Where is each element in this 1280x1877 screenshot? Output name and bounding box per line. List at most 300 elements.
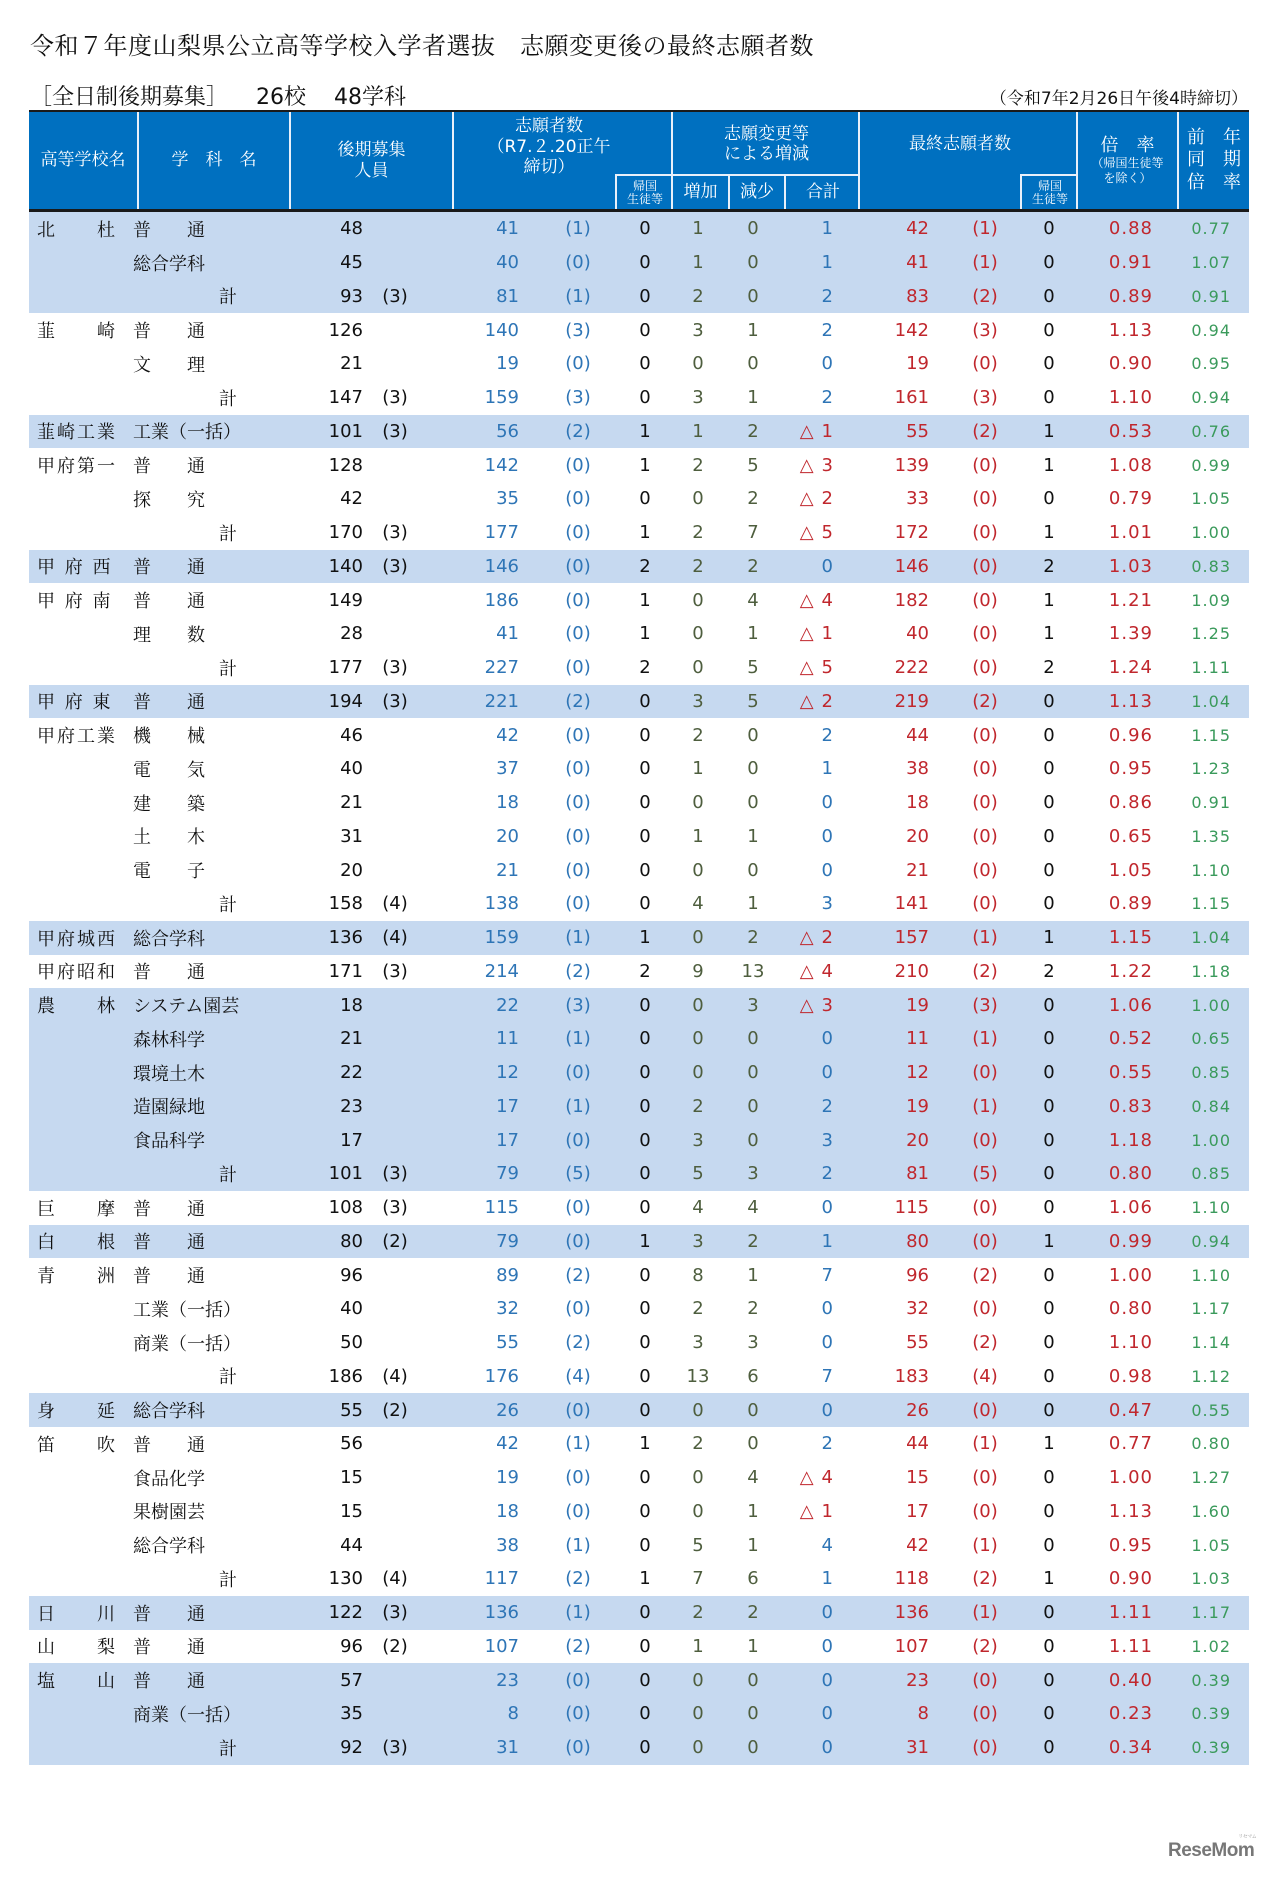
applicants-count: 17: [496, 1095, 519, 1117]
change-sum: [789, 1360, 833, 1394]
applicants-returnee: (3): [565, 387, 591, 409]
final-returnee: (1): [972, 1433, 998, 1455]
recruit-returnee: [365, 1123, 425, 1157]
school-name: [37, 786, 127, 820]
recruit-returnee: (2): [382, 1230, 408, 1252]
recruit-returnee: (4): [382, 927, 408, 949]
applicants-kikoku: 0: [639, 1197, 651, 1219]
final-count: 19: [906, 994, 929, 1016]
prev-year-ratio: 1.23: [1191, 759, 1231, 779]
school-name: [37, 1461, 127, 1495]
recruit-returnee: (3): [382, 960, 408, 982]
applicants-count: 115: [484, 1197, 519, 1219]
school-name: [37, 280, 127, 314]
header-decrease: 減少: [728, 174, 784, 209]
prev-year-ratio: 0.94: [1191, 1231, 1231, 1251]
final-kikoku: 2: [1043, 960, 1055, 982]
recruit-count: 177: [328, 657, 363, 679]
final-count: 81: [906, 1163, 929, 1185]
increase-count: 0: [692, 1703, 704, 1725]
final-kikoku: 0: [1043, 1399, 1055, 1421]
applicants-returnee: (2): [565, 1568, 591, 1590]
change-sum-value: 3: [821, 454, 833, 476]
change-sum: [789, 1427, 833, 1461]
final-kikoku: 0: [1043, 319, 1055, 341]
table-row: [29, 887, 1249, 921]
negative-triangle-icon: △: [799, 994, 814, 1016]
final-returnee: (1): [972, 218, 998, 240]
final-kikoku: 2: [1043, 657, 1055, 679]
applicants-count: 12: [496, 1062, 519, 1084]
applicants-kikoku: 0: [639, 1163, 651, 1185]
ratio: 1.22: [1108, 960, 1153, 982]
applicants-returnee: (1): [565, 927, 591, 949]
header-final-label: 最終志願者数: [909, 133, 1011, 154]
change-sum: [789, 1528, 833, 1562]
applicants-kikoku: 0: [639, 792, 651, 814]
applicants-kikoku: 0: [639, 319, 651, 341]
header-change: [671, 112, 858, 209]
subtitle: [30, 80, 434, 111]
final-kikoku: 0: [1043, 825, 1055, 847]
increase-count: 2: [692, 1433, 704, 1455]
final-returnee: (0): [972, 1062, 998, 1084]
final-kikoku: 0: [1043, 252, 1055, 274]
applicants-count: 159: [484, 927, 519, 949]
increase-count: 0: [692, 927, 704, 949]
final-kikoku: 0: [1043, 893, 1055, 915]
prev-year-ratio: 0.91: [1191, 793, 1231, 813]
recruit-count: 44: [340, 1534, 363, 1556]
prev-year-ratio: 1.10: [1191, 1198, 1231, 1218]
applicants-count: 26: [496, 1399, 519, 1421]
change-sum: [789, 651, 833, 685]
increase-count: 0: [692, 994, 704, 1016]
change-sum-value: 0: [821, 1399, 833, 1421]
applicants-count: 79: [496, 1163, 519, 1185]
school-name: 巨 摩: [37, 1198, 117, 1220]
recruit-returnee: (3): [382, 420, 408, 442]
change-sum: [789, 381, 833, 415]
decrease-count: 1: [747, 825, 759, 847]
decrease-count: 2: [747, 927, 759, 949]
change-sum-value: 1: [821, 252, 833, 274]
recruit-count: 40: [340, 1298, 363, 1320]
ratio: 1.05: [1108, 859, 1153, 881]
change-sum: [789, 1461, 833, 1495]
ratio: 0.53: [1108, 420, 1153, 442]
change-sum-value: 0: [821, 1062, 833, 1084]
change-sum-value: 1: [821, 1230, 833, 1252]
change-sum: [789, 887, 833, 921]
applicants-returnee: (2): [565, 690, 591, 712]
ratio: 0.83: [1108, 1095, 1153, 1117]
final-count: 31: [906, 1737, 929, 1759]
recruit-returnee: [365, 482, 425, 516]
applicants-count: 55: [496, 1332, 519, 1354]
final-kikoku: 0: [1043, 690, 1055, 712]
prev-year-ratio: 0.39: [1191, 1670, 1231, 1690]
ratio: 0.86: [1108, 792, 1153, 814]
ratio: 0.95: [1108, 1534, 1153, 1556]
final-count: 33: [906, 488, 929, 510]
applicants-returnee: (0): [565, 1129, 591, 1151]
change-sum-value: 4: [821, 1467, 833, 1489]
applicants-kikoku: 0: [639, 1602, 651, 1624]
school-name: 塩 山: [37, 1671, 117, 1693]
applicants-count: 19: [496, 353, 519, 375]
table-row: [29, 516, 1249, 550]
decrease-count: 4: [747, 1197, 759, 1219]
change-sum: [789, 1056, 833, 1090]
change-sum: [789, 820, 833, 854]
increase-count: 0: [692, 1062, 704, 1084]
school-name: [37, 752, 127, 786]
change-sum-value: 1: [821, 1568, 833, 1590]
recruit-count: 171: [328, 960, 363, 982]
final-kikoku: 1: [1043, 1433, 1055, 1455]
table-row: [29, 448, 1249, 482]
change-sum: [789, 1562, 833, 1596]
header-final-kikoku-line2: 生徒等: [1031, 191, 1068, 206]
recruit-count: 35: [340, 1703, 363, 1725]
applicants-count: 221: [484, 690, 519, 712]
applicants-count: 19: [496, 1467, 519, 1489]
ratio: 0.34: [1108, 1737, 1153, 1759]
dept-name: 普 通: [133, 1198, 205, 1220]
recruit-count: 31: [340, 825, 363, 847]
dept-name: 総合学科: [133, 253, 205, 275]
applicants-kikoku: 0: [639, 488, 651, 510]
increase-count: 0: [692, 353, 704, 375]
change-sum-value: 2: [821, 690, 833, 712]
table-row: [29, 1528, 1249, 1562]
recruit-count: 50: [340, 1332, 363, 1354]
ratio: 1.21: [1108, 589, 1153, 611]
applicants-kikoku: 1: [639, 420, 651, 442]
increase-count: 1: [692, 825, 704, 847]
final-kikoku: 0: [1043, 1365, 1055, 1387]
table-row: [29, 1056, 1249, 1090]
recruit-returnee: [365, 1461, 425, 1495]
increase-count: 5: [692, 1534, 704, 1556]
change-sum-value: 2: [821, 1095, 833, 1117]
applicants-returnee: (0): [565, 893, 591, 915]
increase-count: 1: [692, 252, 704, 274]
change-sum-value: 1: [821, 623, 833, 645]
header-ratio-line3: を除く）: [1103, 171, 1152, 186]
applicants-kikoku: 0: [639, 1365, 651, 1387]
increase-count: 0: [692, 589, 704, 611]
table-row: [29, 921, 1249, 955]
ratio: 0.52: [1108, 1028, 1153, 1050]
negative-triangle-icon: △: [799, 927, 814, 949]
applicants-count: 35: [496, 488, 519, 510]
school-name: 北 杜: [37, 219, 117, 241]
header-change-line1: 志願変更等: [724, 123, 809, 144]
applicants-returnee: (3): [565, 994, 591, 1016]
school-name: [37, 853, 127, 887]
decrease-count: 2: [747, 555, 759, 577]
table-row: [29, 1360, 1249, 1394]
increase-count: 0: [692, 859, 704, 881]
ratio: 0.95: [1108, 758, 1153, 780]
final-count: 107: [894, 1635, 929, 1657]
prev-year-ratio: 0.55: [1191, 1400, 1231, 1420]
decrease-count: 5: [747, 454, 759, 476]
applicants-count: 142: [484, 454, 519, 476]
increase-count: 3: [692, 1129, 704, 1151]
final-count: 32: [906, 1298, 929, 1320]
applicants-returnee: (0): [565, 252, 591, 274]
applicants-count: 18: [496, 1500, 519, 1522]
final-count: 118: [894, 1568, 929, 1590]
decrease-count: 4: [747, 589, 759, 611]
prev-year-ratio: 1.14: [1191, 1333, 1231, 1353]
decrease-count: 0: [747, 1028, 759, 1050]
ratio: 0.88: [1108, 218, 1153, 240]
decrease-count: 13: [741, 960, 765, 982]
recruit-returnee: [365, 853, 425, 887]
decrease-count: 1: [747, 893, 759, 915]
final-returnee: (0): [972, 1467, 998, 1489]
applicants-returnee: (2): [565, 1332, 591, 1354]
final-count: 55: [906, 420, 929, 442]
table-row: [29, 415, 1249, 449]
table-row: [29, 1461, 1249, 1495]
ratio: 0.79: [1108, 488, 1153, 510]
final-returnee: (0): [972, 1669, 998, 1691]
prev-year-ratio: 1.25: [1191, 624, 1231, 644]
table-row: [29, 1292, 1249, 1326]
dept-name: 土 木: [133, 827, 205, 849]
change-sum-value: 1: [821, 758, 833, 780]
recruit-returnee: (3): [382, 1163, 408, 1185]
applicants-returnee: (0): [565, 1062, 591, 1084]
ratio: 1.13: [1108, 1500, 1153, 1522]
final-count: 19: [906, 353, 929, 375]
applicants-count: 107: [484, 1635, 519, 1657]
change-sum-value: 0: [821, 792, 833, 814]
negative-triangle-icon: △: [799, 960, 814, 982]
final-returnee: (0): [972, 1500, 998, 1522]
increase-count: 0: [692, 792, 704, 814]
recruit-returnee: [365, 212, 425, 246]
prev-year-ratio: 0.80: [1191, 1434, 1231, 1454]
change-sum: [789, 921, 833, 955]
increase-count: 2: [692, 724, 704, 746]
school-name: 日 川: [37, 1603, 117, 1625]
final-count: 42: [906, 218, 929, 240]
final-kikoku: 0: [1043, 994, 1055, 1016]
recruit-count: 140: [328, 555, 363, 577]
recruit-count: 56: [340, 1433, 363, 1455]
recruit-returnee: (3): [382, 657, 408, 679]
applicants-returnee: (0): [565, 454, 591, 476]
final-kikoku: 0: [1043, 353, 1055, 375]
recruit-count: 20: [340, 859, 363, 881]
decrease-count: 6: [747, 1365, 759, 1387]
decrease-count: 0: [747, 252, 759, 274]
recruit-returnee: (4): [382, 893, 408, 915]
final-kikoku: 0: [1043, 387, 1055, 409]
applicants-count: 42: [496, 1433, 519, 1455]
final-kikoku: 0: [1043, 1298, 1055, 1320]
decrease-count: 0: [747, 859, 759, 881]
recruit-returnee: [365, 718, 425, 752]
schools-count: 26校: [256, 85, 307, 110]
decrease-count: 0: [747, 758, 759, 780]
final-count: 96: [906, 1264, 929, 1286]
prev-year-ratio: 0.85: [1191, 1063, 1231, 1083]
table-row: [29, 752, 1249, 786]
ratio: 0.80: [1108, 1163, 1153, 1185]
final-count: 142: [894, 319, 929, 341]
change-sum: [789, 212, 833, 246]
decrease-count: 1: [747, 387, 759, 409]
increase-count: 9: [692, 960, 704, 982]
final-kikoku: 0: [1043, 1062, 1055, 1084]
final-returnee: (1): [972, 1095, 998, 1117]
applicants-returnee: (0): [565, 623, 591, 645]
school-name: 笛 吹: [37, 1434, 117, 1456]
change-sum: [789, 246, 833, 280]
dept-name: 工業（一括）: [133, 1299, 241, 1321]
change-sum-value: 0: [821, 859, 833, 881]
applicants-returnee: (0): [565, 657, 591, 679]
change-sum-value: 0: [821, 1298, 833, 1320]
table-row: [29, 786, 1249, 820]
change-sum-value: 0: [821, 1737, 833, 1759]
applicants-returnee: (0): [565, 792, 591, 814]
table-row: [29, 246, 1249, 280]
header-change-line2: による増減: [724, 144, 809, 164]
change-sum-value: 2: [821, 1433, 833, 1455]
school-name: 韮 崎: [37, 321, 117, 343]
decrease-count: 1: [747, 319, 759, 341]
recruit-count: 136: [328, 927, 363, 949]
school-name: [37, 246, 127, 280]
final-returnee: (2): [972, 420, 998, 442]
recruit-count: 108: [328, 1197, 363, 1219]
increase-count: 0: [692, 623, 704, 645]
recruit-returnee: [365, 988, 425, 1022]
applicants-kikoku: 0: [639, 1737, 651, 1759]
applicants-kikoku: 0: [639, 758, 651, 780]
school-name: [37, 1528, 127, 1562]
table-row: [29, 482, 1249, 516]
applicants-returnee: (1): [565, 1534, 591, 1556]
change-sum: [789, 786, 833, 820]
ratio: 1.00: [1108, 1264, 1153, 1286]
prev-year-ratio: 1.27: [1191, 1468, 1231, 1488]
change-sum: [789, 550, 833, 584]
increase-count: 1: [692, 1635, 704, 1657]
table-row: [29, 853, 1249, 887]
header-increase: 増加: [671, 174, 728, 209]
applicants-kikoku: 1: [639, 522, 651, 544]
decrease-count: 1: [747, 623, 759, 645]
prev-year-ratio: 1.60: [1191, 1501, 1231, 1521]
applicants-count: 22: [496, 994, 519, 1016]
header-final-kikoku-line1: 帰国: [1037, 178, 1062, 193]
final-kikoku: 0: [1043, 1264, 1055, 1286]
dept-name: 工業（一括）: [133, 422, 241, 444]
ratio: 0.98: [1108, 1365, 1153, 1387]
decrease-count: 0: [747, 218, 759, 240]
table-row: [29, 1427, 1249, 1461]
applicants-kikoku: 0: [639, 825, 651, 847]
final-returnee: (0): [972, 724, 998, 746]
school-name: 甲府昭和: [37, 962, 117, 984]
ratio: 0.90: [1108, 353, 1153, 375]
ratio: 1.06: [1108, 1197, 1153, 1219]
change-sum-value: 3: [821, 1129, 833, 1151]
table-row: [29, 1697, 1249, 1731]
ratio: 1.15: [1108, 927, 1153, 949]
dept-name: 造園緑地: [133, 1097, 205, 1119]
increase-count: 0: [692, 657, 704, 679]
increase-count: 1: [692, 758, 704, 780]
final-kikoku: 0: [1043, 1635, 1055, 1657]
ratio: 0.80: [1108, 1298, 1153, 1320]
final-count: 12: [906, 1062, 929, 1084]
final-count: 40: [906, 623, 929, 645]
recruit-count: 149: [328, 589, 363, 611]
change-sum: [789, 1258, 833, 1292]
final-count: 115: [894, 1197, 929, 1219]
applicants-count: 11: [496, 1028, 519, 1050]
ratio: 1.13: [1108, 319, 1153, 341]
final-returnee: (0): [972, 1298, 998, 1320]
header-dept: 学 科 名: [137, 112, 289, 209]
dept-name: 普 通: [133, 962, 205, 984]
change-sum-value: 2: [821, 488, 833, 510]
ratio: 0.91: [1108, 252, 1153, 274]
dept-name: 計: [219, 894, 237, 916]
recruit-count: 22: [340, 1062, 363, 1084]
change-sum-value: 7: [821, 1264, 833, 1286]
applicants-count: 21: [496, 859, 519, 881]
change-sum: [789, 482, 833, 516]
ratio: 1.11: [1108, 1635, 1153, 1657]
final-kikoku: 1: [1043, 623, 1055, 645]
change-sum-value: 7: [821, 1365, 833, 1387]
dept-name: 普 通: [133, 321, 205, 343]
final-returnee: (2): [972, 1264, 998, 1286]
school-name: [37, 347, 127, 381]
prev-year-ratio: 0.85: [1191, 1164, 1231, 1184]
negative-triangle-icon: △: [799, 488, 814, 510]
final-returnee: (1): [972, 252, 998, 274]
recruit-returnee: (3): [382, 690, 408, 712]
decrease-count: 0: [747, 285, 759, 307]
change-sum-value: 1: [821, 218, 833, 240]
final-returnee: (0): [972, 1230, 998, 1252]
final-returnee: (3): [972, 319, 998, 341]
school-name: [37, 516, 127, 550]
final-kikoku: 0: [1043, 859, 1055, 881]
ratio: 1.18: [1108, 1129, 1153, 1151]
final-returnee: (0): [972, 825, 998, 847]
decrease-count: 0: [747, 1737, 759, 1759]
dept-name: 計: [219, 523, 237, 545]
final-kikoku: 1: [1043, 589, 1055, 611]
applicants-returnee: (0): [565, 1500, 591, 1522]
applicants-count: 89: [496, 1264, 519, 1286]
table-row: [29, 1630, 1249, 1664]
recruit-count: 21: [340, 1028, 363, 1050]
